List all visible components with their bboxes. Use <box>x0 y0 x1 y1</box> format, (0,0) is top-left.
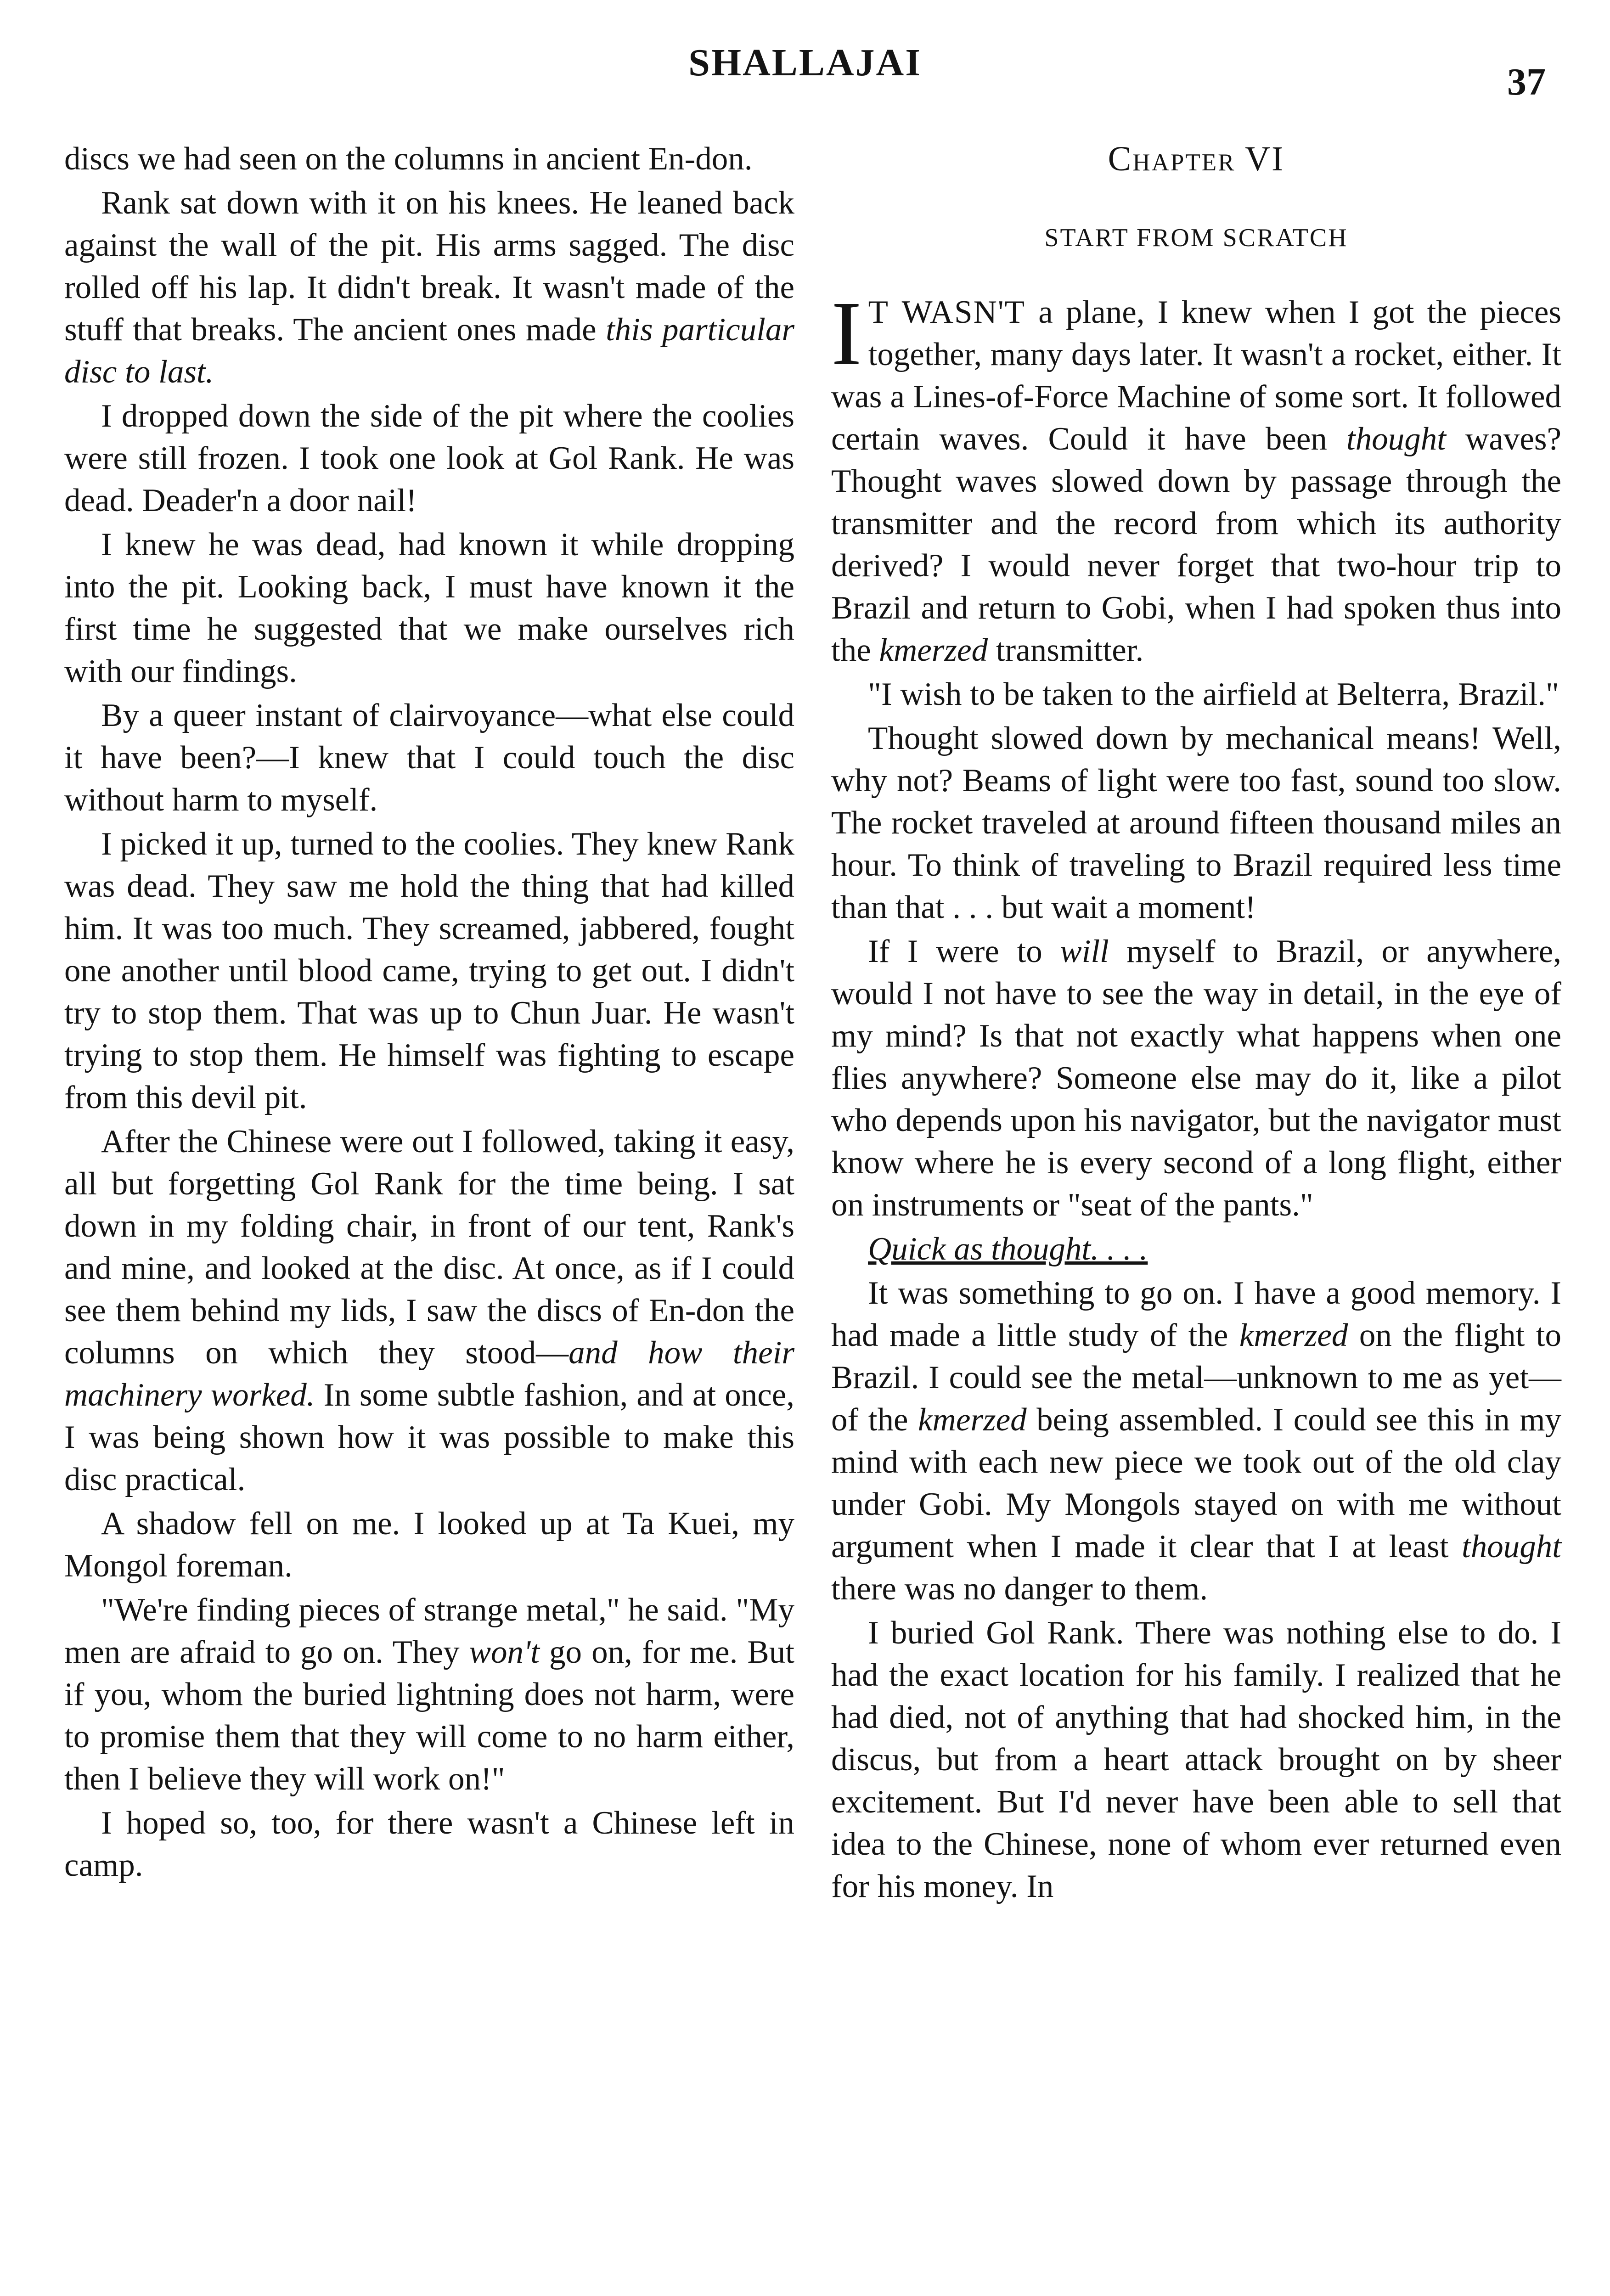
body-text: It was something to go on. I have a good memory. I had made a little study of the <box>831 1275 1561 1353</box>
body-paragraph <box>831 673 1561 715</box>
body-text: discs we had seen on the columns in ancient En-don. <box>64 141 753 177</box>
page-number: 37 <box>1507 61 1546 103</box>
body-text: Rank sat down with it on his knees. He leaned back against the wall of the pit. His arms sagged. The disc rolled off his lap. It didn't break. It wasn't made of the stuff that breaks. The ancient ones made <box>64 185 794 348</box>
body-text: I knew he was dead, had known it while dropping into the pit. Looking back, I must have known it the first time he suggested that we make ourselves rich with our findings. <box>64 527 794 689</box>
body-text: After the Chinese were out I followed, taking it easy, all but forgetting Gol Rank for the time being. I sat down in my folding chair, in front of our tent, Rank's and mine, and looked at the disc. At once, as if I could see them behind my lids, I saw the discs of En-don the columns on which they stood— <box>64 1124 794 1371</box>
body-text: I picked it up, turned to the coolies. They knew Rank was dead. They saw me hold the thing that had killed him. It was too much. They screamed, jabbered, fought one another until blood came, trying to get out. I didn't try to stop them. That was up to Chun Juar. He wasn't trying to stop them. He himself was fighting to escape from this devil pit. <box>64 826 794 1115</box>
body-text: "We're finding pieces of strange metal," he said. "My men are afraid to go on. They <box>64 1592 794 1670</box>
body-paragraph <box>64 182 794 393</box>
drop-cap: I <box>831 283 862 384</box>
body-paragraph <box>831 283 1561 671</box>
body-paragraph <box>831 930 1561 1226</box>
running-title: SHALLAJAI <box>688 41 922 84</box>
italic-text: kmerzed <box>918 1402 1027 1438</box>
italic-text: kmerzed <box>879 632 988 668</box>
body-paragraph <box>64 523 794 692</box>
body-text: I hoped so, too, for there wasn't a Chinese left in camp. <box>64 1805 794 1883</box>
body-paragraph <box>64 1503 794 1587</box>
left-column <box>64 138 794 1886</box>
body-text: If I were to <box>868 934 1060 969</box>
body-paragraph <box>831 1612 1561 1908</box>
body-paragraph <box>64 694 794 821</box>
body-text: I buried Gol Rank. There was nothing else to do. I had the exact location for his family. I realized that he had died, not of anything that had shocked him, in the discus, but from a heart attack brought on by sheer excitement. But I'd never have been able to sell that idea to the Chinese, none of whom ever returned even for his money. In <box>831 1615 1561 1904</box>
body-text: being assembled. I could see this in my mind with each new piece we took out of the old clay under Gobi. My Mongols stayed on with me without argument when I made it clear that I at least <box>831 1402 1561 1564</box>
body-text: "I wish to be taken to the airfield at Belterra, Brazil." <box>868 676 1559 712</box>
body-paragraph <box>64 1589 794 1800</box>
italic-text: this particular disc to last. <box>64 312 794 390</box>
body-text: Thought slowed down by mechanical means! Well, why not? Beams of light were too fast, sound too slow. The rocket traveled at around fifteen thousand miles an hour. To think of traveling to Brazil required less time than that . . . but wait a moment! <box>831 720 1561 925</box>
body-text: By a queer instant of clairvoyance—what else could it have been?—I knew that I could touch the disc without harm to myself. <box>64 698 794 818</box>
chapter-subtitle: START FROM SCRATCH <box>1044 224 1348 252</box>
italic-text: will <box>1060 934 1109 969</box>
body-paragraph <box>64 1120 794 1501</box>
body-text: waves? Thought waves slowed down by passage through the transmitter and the record from which its authority derived? I would never forget that two-hour trip to Brazil and return to Gobi, when I had spoken thus into the <box>831 421 1561 668</box>
body-text: In some subtle fashion, and at once, I was being shown how it was possible to make this disc practical. <box>64 1377 794 1497</box>
body-paragraph <box>831 1272 1561 1610</box>
body-text: I dropped down the side of the pit where the coolies were still frozen. I took one look at Gol Rank. He was dead. Deader'n a door nail! <box>64 398 794 518</box>
body-paragraph <box>64 823 794 1119</box>
body-text: myself to Brazil, or anywhere, would I not have to see the way in detail, in the eye of my mind? Is that not exactly what happens when one flies anywhere? Someone else may do it, like a pilot who depends upon his navigator, but the navigator must know where he is every second of a long flight, either on instruments or "seat of the pants." <box>831 934 1561 1223</box>
body-paragraph <box>831 1228 1561 1270</box>
opening-words: T WASN'T <box>868 294 1026 330</box>
right-column <box>831 138 1561 1908</box>
italic-text: won't <box>469 1634 540 1670</box>
chapter-title: Chapter VI <box>1108 140 1285 178</box>
body-text: a plane, I knew when I got the pieces together, many days later. It wasn't a rocket, either. It was a Lines-of-Force Machine of some sort. It followed certain waves. Could it have been <box>831 294 1561 457</box>
chapter-body <box>831 283 1561 1908</box>
body-text: transmitter. <box>988 632 1144 668</box>
italic-text: Quick as thought. . . . <box>868 1231 1148 1267</box>
body-text: A shadow fell on me. I looked up at Ta Kuei, my Mongol foreman. <box>64 1506 794 1584</box>
body-text: go on, for me. But if you, whom the buried lightning does not harm, were to promise them that they will come to no harm either, then I believe they will work on!" <box>64 1634 794 1797</box>
italic-text: and how their machinery worked. <box>64 1335 794 1413</box>
body-paragraph <box>64 395 794 522</box>
body-text: there was no danger to them. <box>831 1571 1208 1607</box>
body-paragraph <box>64 1802 794 1886</box>
italic-text: thought <box>1462 1529 1561 1564</box>
body-paragraph <box>831 717 1561 929</box>
italic-text: kmerzed <box>1239 1317 1348 1353</box>
body-text: on the flight to Brazil. I could see the metal—unknown to me as yet—of the <box>831 1317 1561 1438</box>
italic-text: thought <box>1346 421 1446 457</box>
body-paragraph <box>64 138 794 180</box>
